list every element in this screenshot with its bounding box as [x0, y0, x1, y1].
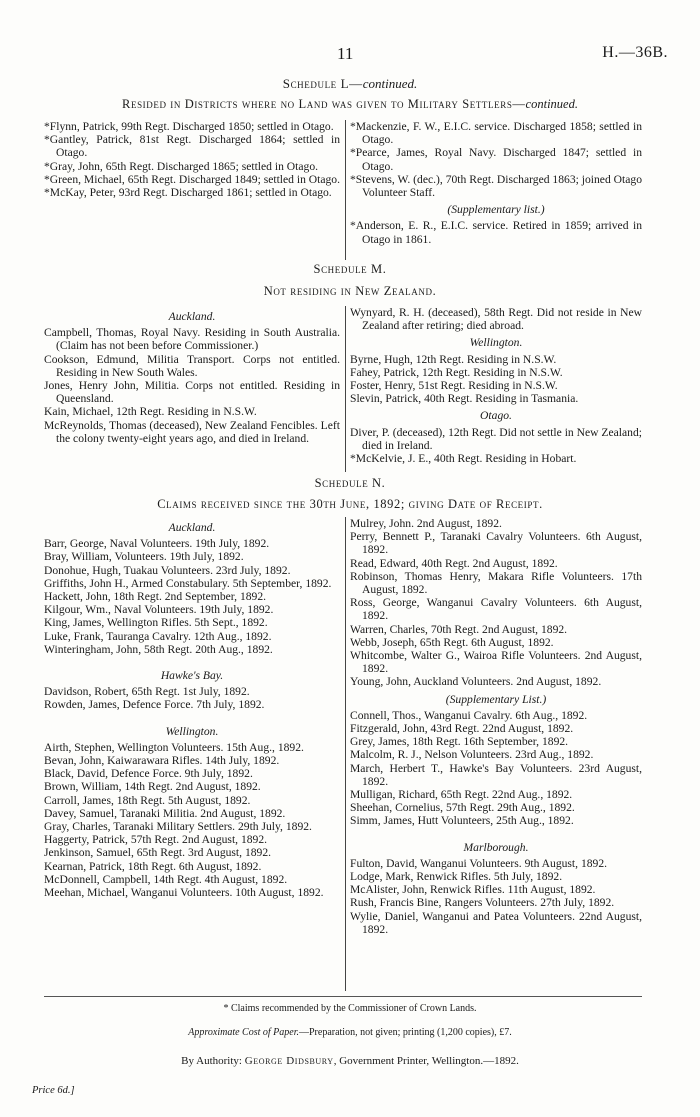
claim-entry: March, Herbert T., Hawke's Bay Volunteers. 23rd August, 1892. [350, 761, 642, 788]
claim-entry: Ross, George, Wanganui Cavalry Volunteers. 6th August, 1892. [350, 596, 642, 623]
claim-entry: Young, John, Auckland Volunteers. 2nd August, 1892. [350, 675, 602, 689]
region-heading: (Supplementary List.) [445, 692, 547, 706]
claim-entry: Brown, William, 14th Regt. 2nd August, 1892. [44, 780, 261, 794]
claim-entry: Wynyard, R. H. (deceased), 58th Regt. Did not reside in New Zealand after retiring; died abroad. [350, 306, 642, 333]
claim-entry: Barr, George, Naval Volunteers. 19th July, 1892. [44, 537, 270, 551]
claim-entry: *Anderson, E. R., E.I.C. service. Retired in 1859; arrived in Otago in 1861. [350, 219, 642, 246]
claim-entry: *Pearce, James, Royal Navy. Discharged 1847; settled in Otago. [350, 146, 642, 173]
column-divider [345, 120, 346, 260]
claim-entry: Diver, P. (deceased), 12th Regt. Did not settle in New Zealand; died in Ireland. [350, 425, 642, 452]
claim-entry: Davidson, Robert, 65th Regt. 1st July, 1892. [44, 685, 250, 699]
claim-entry: *McKay, Peter, 93rd Regt. Discharged 1861; settled in Otago. [44, 186, 332, 200]
claim-entry: Robinson, Thomas Henry, Makara Rifle Volunteers. 17th August, 1892. [350, 569, 642, 597]
price: Price 6d.] [32, 1085, 75, 1096]
claim-entry: Fitzgerald, John, 43rd Regt. 22nd August, 1892. [350, 722, 574, 736]
region-heading: Marlborough. [463, 840, 529, 854]
schedule-l-title: Schedule L—continued. [282, 76, 418, 91]
claim-entry: Griffiths, John H., Armed Constabulary. 5th September, 1892. [44, 576, 332, 590]
paper-reference: H.—36B. [602, 44, 668, 61]
region-heading: Hawke's Bay. [160, 669, 224, 683]
cost-line: Approximate Cost of Paper.—Preparation, not given; printing (1,200 copies), £7. [188, 1027, 512, 1038]
schedule-n-subtitle: Claims received since the 30th June, 1892; giving Date of Receipt. [157, 497, 543, 511]
schedule-l-right-column [350, 120, 642, 246]
schedule-n-title: Schedule N. [314, 476, 386, 490]
schedule-m-title: Schedule M. [313, 262, 387, 276]
claim-entry: *Stevens, W. (dec.), 70th Regt. Discharged 1863; joined Otago Volunteer Staff. [350, 172, 642, 200]
claim-entry: Hackett, John, 18th Regt. 2nd September, 1892. [44, 590, 267, 604]
claim-entry: Warren, Charles, 70th Regt. 2nd August, 1892. [350, 622, 568, 636]
claim-entry: *Mackenzie, F. W., E.I.C. service. Discharged 1858; settled in Otago. [350, 120, 642, 147]
claim-entry: Cookson, Edmund, Militia Transport. Corps not entitled. Residing in New South Wales. [44, 352, 340, 379]
claim-entry: Black, David, Defence Force. 9th July, 1892. [44, 767, 253, 781]
claim-entry: Luke, Frank, Tauranga Cavalry. 12th Aug., 1892. [44, 629, 272, 643]
claim-entry: Davey, Samuel, Taranaki Militia. 2nd August, 1892. [44, 806, 286, 820]
claim-entry: Wylie, Daniel, Wanganui and Patea Volunteers. 22nd August, 1892. [350, 909, 642, 936]
footnote: * Claims recommended by the Commissioner of Crown Lands. [223, 1003, 477, 1014]
region-heading: Auckland. [168, 310, 216, 323]
claim-entry: McAlister, John, Renwick Rifles. 11th August, 1892. [350, 883, 596, 897]
claim-entry: Perry, Bennett P., Taranaki Cavalry Volunteers. 6th August, 1892. [350, 530, 642, 557]
column-divider [345, 517, 346, 991]
claim-entry: Donohue, Hugh, Tuakau Volunteers. 23rd July, 1892. [44, 563, 291, 577]
claim-entry: Foster, Henry, 51st Regt. Residing in N.S.W. [350, 379, 558, 393]
claim-entry: *Gantley, Patrick, 81st Regt. Discharged 1864; settled in Otago. [44, 133, 340, 160]
footer-rule [44, 996, 642, 997]
spacer [44, 656, 340, 665]
claim-entry: Winteringham, John, 58th Regt. 20th Aug., 1892. [44, 642, 273, 656]
claim-entry: *Green, Michael, 65th Regt. Discharged 1849; settled in Otago. [44, 172, 341, 186]
claim-entry: King, James, Wellington Rifles. 5th Sept., 1892. [44, 616, 268, 630]
schedule-n-right-column [350, 517, 642, 936]
claim-entry: Malcolm, R. J., Nelson Volunteers. 23rd Aug., 1892. [350, 748, 594, 762]
claim-entry: Gray, Charles, Taranaki Military Settlers. 29th July, 1892. [44, 820, 312, 834]
claim-entry: Fahey, Patrick, 12th Regt. Residing in N.S.W. [350, 365, 563, 379]
region-heading: Wellington. [469, 336, 523, 350]
spacer [350, 828, 642, 837]
claim-entry: Airth, Stephen, Wellington Volunteers. 15th Aug., 1892. [44, 740, 304, 754]
schedule-n-left-column [44, 517, 340, 899]
claim-entry: Slevin, Patrick, 40th Regt. Residing in Tasmania. [350, 392, 579, 406]
claim-entry: Kain, Michael, 12th Regt. Residing in N.S.W. [44, 405, 257, 419]
claim-entry: Byrne, Hugh, 12th Regt. Residing in N.S.W. [350, 352, 557, 366]
claim-entry: Mulrey, John. 2nd August, 1892. [350, 517, 502, 530]
claim-entry: Connell, Thos., Wanganui Cavalry. 6th Aug., 1892. [350, 708, 588, 722]
region-heading: Wellington. [165, 724, 219, 738]
claim-entry: Rush, Francis Bine, Rangers Volunteers. 27th July, 1892. [350, 896, 615, 910]
claim-entry: *Flynn, Patrick, 99th Regt. Discharged 1850; settled in Otago. [44, 120, 334, 133]
authority-line: By Authority: George Didsbury, Government Printer, Wellington.—1892. [181, 1055, 519, 1067]
claim-entry: McReynolds, Thomas (deceased), New Zealand Fencibles. Left the colony twenty-eight years ago, and died in Ireland. [44, 418, 340, 445]
page-number: 11 [337, 44, 354, 63]
region-heading: (Supplementary list.) [447, 203, 545, 217]
claim-entry: Webb, Joseph, 65th Regt. 6th August, 1892. [350, 635, 554, 649]
schedule-l-left-column [44, 120, 340, 199]
claim-entry: McDonnell, Campbell, 14th Regt. 4th August, 1892. [44, 872, 288, 886]
region-heading: Auckland. [168, 521, 216, 534]
column-divider [345, 306, 346, 472]
claim-entry: Grey, James, 18th Regt. 16th September, 1892. [350, 735, 569, 749]
claim-entry: *Gray, John, 65th Regt. Discharged 1865; settled in Otago. [44, 159, 319, 173]
claim-entry: Whitcombe, Walter G., Wairoa Rifle Volunteers. 2nd August, 1892. [350, 649, 642, 676]
claim-entry: Bevan, John, Kaiwarawara Rifles. 14th July, 1892. [44, 754, 280, 768]
schedule-l-subtitle: Resided in Districts where no Land was given to Military Settlers—continued. [122, 97, 578, 111]
claim-entry: Campbell, Thomas, Royal Navy. Residing in South Australia. (Claim has not been before Commissioner.) [44, 326, 340, 353]
claim-entry: Haggerty, Patrick, 57th Regt. 2nd August, 1892. [44, 833, 268, 847]
claim-entry: Jenkinson, Samuel, 65th Regt. 3rd August, 1892. [44, 846, 272, 860]
spacer [44, 712, 340, 721]
claim-entry: Mulligan, Richard, 65th Regt. 22nd Aug., 1892. [350, 788, 573, 802]
claim-entry: Sheehan, Cornelius, 57th Regt. 29th Aug., 1892. [350, 801, 575, 815]
claim-entry: Kilgour, Wm., Naval Volunteers. 19th July, 1892. [44, 603, 274, 617]
schedule-m-left-column [44, 306, 340, 445]
claim-entry: Rowden, James, Defence Force. 7th July, 1892. [44, 698, 265, 712]
region-heading: Otago. [480, 409, 512, 423]
claim-entry: Meehan, Michael, Wanganui Volunteers. 10th August, 1892. [44, 886, 324, 900]
claim-entry: Jones, Henry John, Militia. Corps not entitled. Residing in Queensland. [44, 379, 340, 406]
claim-entry: Read, Edward, 40th Regt. 2nd August, 1892. [350, 556, 558, 570]
claim-entry: Kearnan, Patrick, 18th Regt. 6th August, 1892. [44, 859, 262, 873]
claim-entry: Simm, James, Hutt Volunteers, 25th Aug., 1892. [350, 814, 574, 828]
claim-entry: Lodge, Mark, Renwick Rifles. 5th July, 1892. [350, 870, 563, 884]
claim-entry: *McKelvie, J. E., 40th Regt. Residing in Hobart. [350, 452, 577, 466]
schedule-m-subtitle: Not residing in New Zealand. [263, 284, 437, 298]
claim-entry: Fulton, David, Wanganui Volunteers. 9th August, 1892. [350, 856, 608, 870]
claim-entry: Carroll, James, 18th Regt. 5th August, 1892. [44, 793, 251, 807]
schedule-m-right-column [350, 306, 642, 465]
claim-entry: Bray, William, Volunteers. 19th July, 1892. [44, 550, 244, 564]
